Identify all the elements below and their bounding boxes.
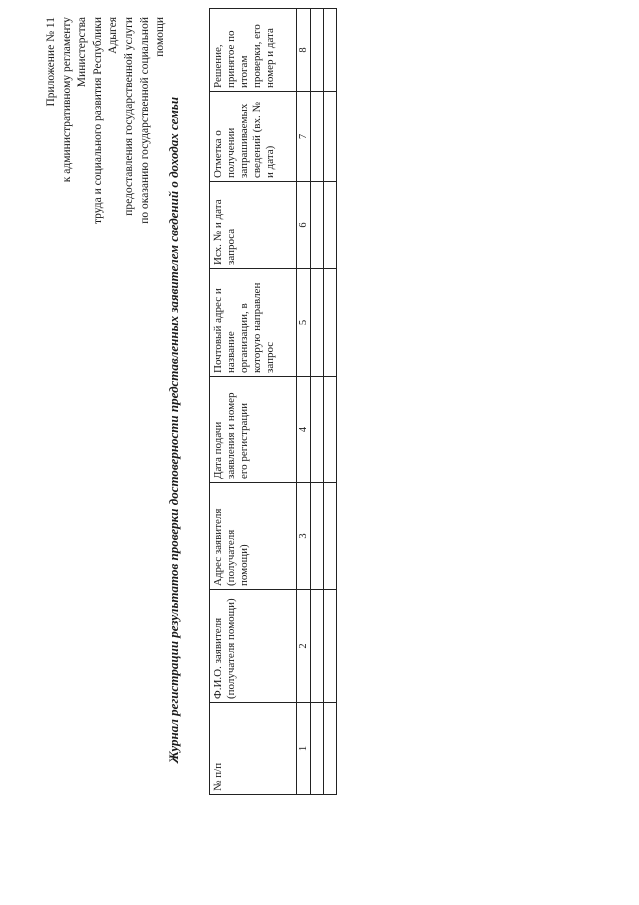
table-cell — [311, 269, 324, 377]
column-number: 3 — [297, 483, 311, 590]
column-number: 8 — [297, 9, 311, 92]
table-cell — [311, 590, 324, 703]
table-cell — [311, 377, 324, 483]
appendix-line: труда и социального развития Республики Адыгея — [91, 17, 120, 224]
column-number: 7 — [297, 92, 311, 182]
column-number: 6 — [297, 182, 311, 269]
table-cell — [324, 9, 337, 92]
journal-table — [209, 8, 337, 795]
table-cell — [311, 9, 324, 92]
table-row — [311, 9, 324, 795]
appendix-line: предоставления государственной услуги — [122, 17, 135, 216]
header-cell: Дата подачи заявления и номер его регистрации — [210, 377, 297, 483]
table-cell — [324, 269, 337, 377]
table-cell — [324, 92, 337, 182]
table-cell — [324, 703, 337, 795]
table-cell — [311, 92, 324, 182]
header-cell: № п/п — [210, 703, 297, 795]
header-cell: Исх. № и дата запроса — [210, 182, 297, 269]
table-cell — [311, 703, 324, 795]
table-header-row — [210, 9, 297, 795]
journal-title: Журнал регистрации результатов проверки достоверности представленных заявителем сведений о доходах семьи — [166, 96, 181, 764]
header-cell: Отметка о получении запрашиваемых сведений (вх. № и дата) — [210, 92, 297, 182]
header-cell: Адрес заявителя (получателя помощи) — [210, 483, 297, 590]
table-cell — [311, 483, 324, 590]
table-cell — [324, 377, 337, 483]
table-cell — [324, 483, 337, 590]
header-cell: Ф.И.О. заявителя (получателя помощи) — [210, 590, 297, 703]
column-number-row — [297, 9, 311, 795]
appendix-line: по оказанию государственной социальной помощи — [138, 17, 167, 224]
column-number: 5 — [297, 269, 311, 377]
table-row — [324, 9, 337, 795]
appendix-block — [44, 17, 169, 237]
table-cell — [311, 182, 324, 269]
column-number: 4 — [297, 377, 311, 483]
header-cell: Решение, принятое по итогам проверки, его номер и дата — [210, 9, 297, 92]
table-cell — [324, 182, 337, 269]
appendix-number: Приложение № 11 — [45, 17, 57, 107]
table-cell — [324, 590, 337, 703]
column-number: 1 — [297, 703, 311, 795]
column-number: 2 — [297, 590, 311, 703]
header-cell: Почтовый адрес и название организации, в которую направлен запрос — [210, 269, 297, 377]
appendix-line: к административному регламенту Министерства — [60, 17, 89, 183]
